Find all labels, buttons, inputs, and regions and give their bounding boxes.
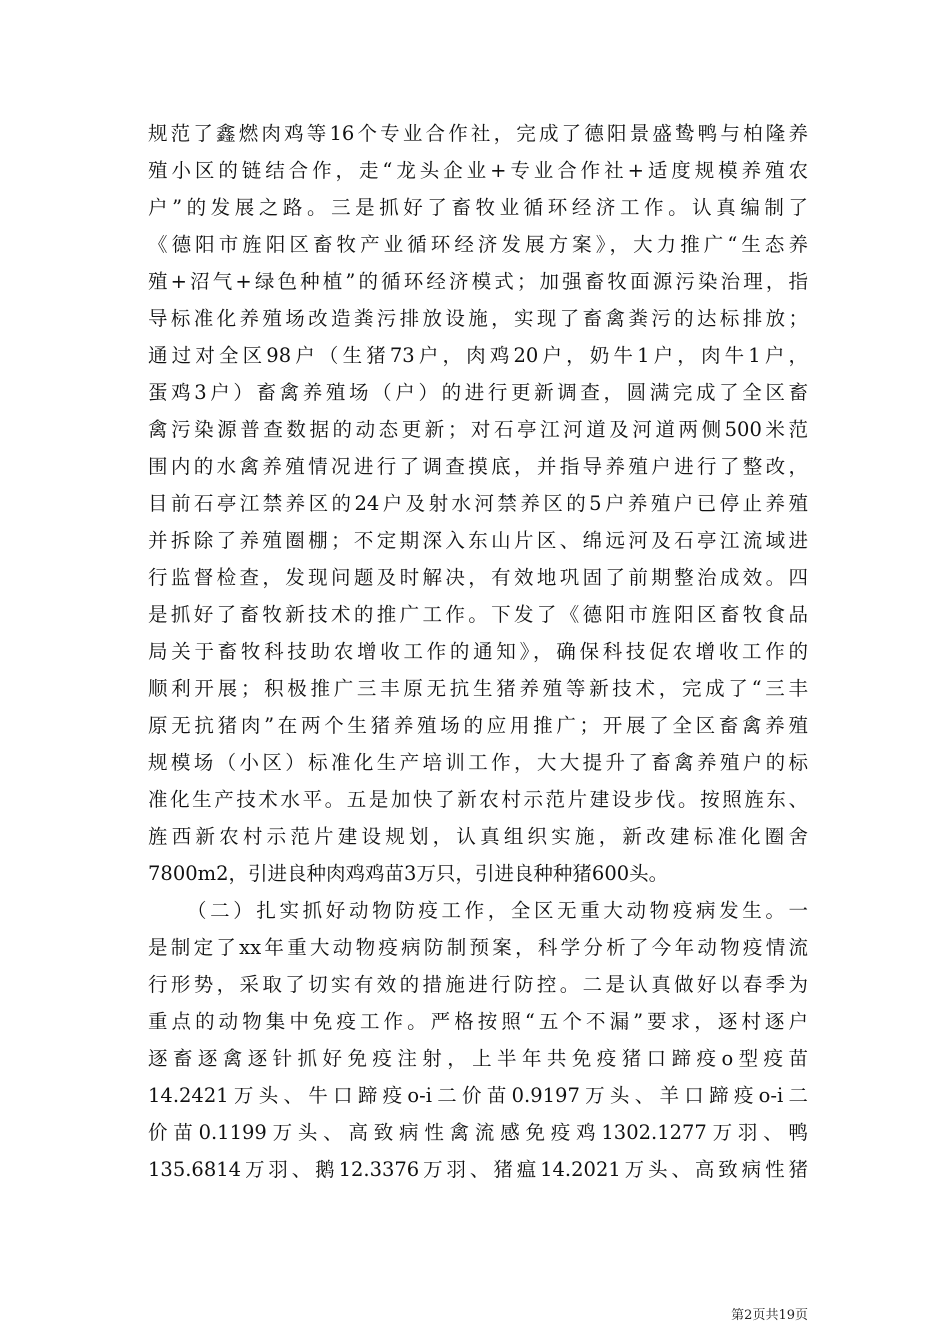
text-line: 规模场（小区）标准化生产培训工作，大大提升了畜禽养殖户的标 [148,751,808,774]
text-line: 导标准化养殖场改造粪污排放设施，实现了畜禽粪污的达标排放； [148,307,808,330]
text-line: 价苗0.1199万头、高致病性禽流感免疫鸡1302.1277万羽、鸭 [148,1121,808,1144]
text-line: 是制定了xx年重大动物疫病防制预案，科学分析了今年动物疫情流 [148,936,808,959]
text-line: 通过对全区98户（生猪73户，肉鸡20户，奶牛1户，肉牛1户， [148,344,808,367]
text-line: 逐畜逐禽逐针抓好免疫注射，上半年共免疫猪口蹄疫o型疫苗 [148,1047,808,1070]
text-line: 原无抗猪肉”在两个生猪养殖场的应用推广；开展了全区畜禽养殖 [148,714,808,737]
text-line: 围内的水禽养殖情况进行了调查摸底，并指导养殖户进行了整改， [148,455,808,478]
text-line: 14.2421万头、牛口蹄疫o-i二价苗0.9197万头、羊口蹄疫o-i二 [148,1084,808,1107]
text-line: 局关于畜牧科技助农增收工作的通知》，确保科技促农增收工作的 [148,640,808,663]
text-line: 是抓好了畜牧新技术的推广工作。下发了《德阳市旌阳区畜牧食品 [148,603,808,626]
text-line: 准化生产技术水平。五是加快了新农村示范片建设步伐。按照旌东、 [148,788,808,811]
text-line: 重点的动物集中免疫工作。严格按照“五个不漏”要求，逐村逐户 [148,1010,808,1033]
text-line: 规范了鑫燃肉鸡等16个专业合作社，完成了德阳景盛鸷鸭与柏隆养 [148,122,808,145]
text-line: 旌西新农村示范片建设规划，认真组织实施，新改建标准化圈舍 [148,825,808,848]
text-line: 并拆除了养殖圈棚；不定期深入东山片区、绵远河及石亭江流域进 [148,529,808,552]
text-line: 7800m2，引进良种肉鸡鸡苗3万只，引进良种种猪600头。 [148,862,669,885]
text-line: 顺利开展；积极推广三丰原无抗生猪养殖等新技术，完成了“三丰 [148,677,808,700]
page-footer: 第2页共19页 [731,1308,808,1323]
body-text [148,115,808,1188]
text-line: 殖小区的链结合作，走“龙头企业+专业合作社+适度规模养殖农 [148,159,808,182]
text-line: 殖+沼气+绿色种植”的循环经济模式；加强畜牧面源污染治理，指 [148,270,808,293]
text-line: （二）扎实抓好动物防疫工作，全区无重大动物疫病发生。一 [187,899,808,922]
text-line: 禽污染源普查数据的动态更新；对石亭江河道及河道两侧500米范 [148,418,808,441]
text-line: 目前石亭江禁养区的24户及射水河禁养区的5户养殖户已停止养殖 [148,492,808,515]
text-line: 《德阳市旌阳区畜牧产业循环经济发展方案》，大力推广“生态养 [148,233,808,256]
text-line: 行监督检查，发现问题及时解决，有效地巩固了前期整治成效。四 [148,566,808,589]
paragraph-1 [148,115,808,892]
text-line: 蛋鸡3户）畜禽养殖场（户）的进行更新调查，圆满完成了全区畜 [148,381,808,404]
text-line: 135.6814万羽、鹅12.3376万羽、猪瘟14.2021万头、高致病性猪 [148,1158,808,1181]
text-line: 户”的发展之路。三是抓好了畜牧业循环经济工作。认真编制了 [148,196,808,219]
paragraph-2 [148,892,808,1188]
text-line: 行形势，采取了切实有效的措施进行防控。二是认真做好以春季为 [148,973,808,996]
